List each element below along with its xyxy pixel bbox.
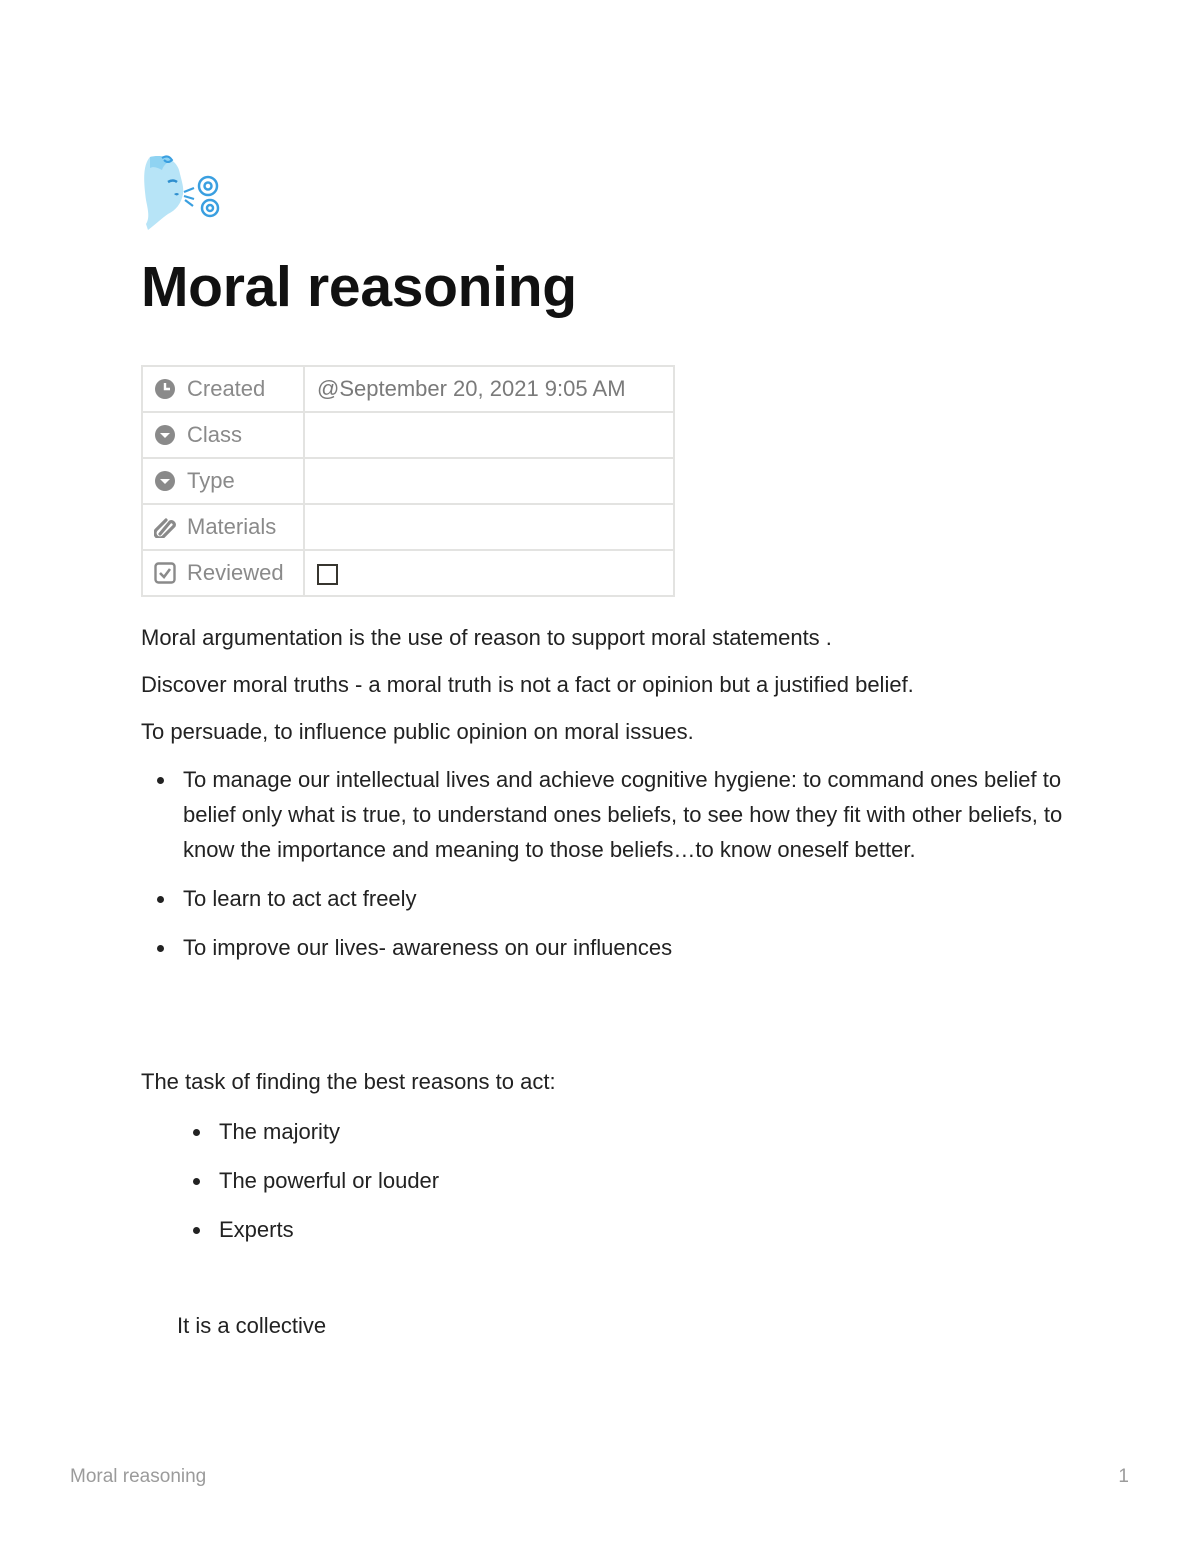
property-value-materials[interactable]	[304, 504, 674, 550]
list-item: The powerful or louder	[219, 1163, 819, 1198]
list-item: To learn to act act freely	[183, 881, 1063, 916]
property-row-type	[142, 458, 674, 504]
reviewed-checkbox[interactable]	[317, 564, 338, 585]
list-item: The majority	[219, 1114, 819, 1149]
clock-icon	[154, 378, 176, 400]
list-item: To manage our intellectual lives and achieve cognitive hygiene: to command ones belief to belief only what is true, to understand ones beliefs, to see how they fit with other beliefs, to know the importance and meaning to those beliefs…to know oneself better.	[183, 762, 1063, 867]
paragraph: To persuade, to influence public opinion on moral issues.	[141, 719, 694, 744]
property-label-type: Type	[187, 468, 235, 493]
paragraph: The task of finding the best reasons to act:	[141, 1069, 556, 1094]
property-value-created[interactable]: @September 20, 2021 9:05 AM	[304, 366, 674, 412]
paragraph: It is a collective	[177, 1313, 327, 1338]
property-label-reviewed: Reviewed	[187, 560, 284, 585]
page-title: Moral reasoning	[141, 255, 577, 319]
face-with-wind-emoji-icon	[140, 152, 230, 234]
property-label-materials: Materials	[187, 514, 277, 539]
bullet-list	[219, 1114, 819, 1261]
property-row-class	[142, 412, 674, 458]
paragraph: Moral argumentation is the use of reason to support moral statements .	[141, 625, 832, 650]
properties-table	[141, 365, 675, 597]
property-label-class: Class	[187, 422, 243, 447]
property-value-class[interactable]	[304, 412, 674, 458]
checkbox-icon	[154, 562, 176, 584]
select-icon	[154, 470, 176, 492]
property-label-created: Created	[187, 376, 266, 401]
bullet-list	[183, 762, 1063, 979]
page-number: 1	[1118, 1466, 1129, 1487]
property-row-reviewed	[142, 550, 674, 596]
paperclip-icon	[154, 516, 176, 538]
list-item: To improve our lives- awareness on our influences	[183, 930, 1063, 965]
footer-title: Moral reasoning	[70, 1466, 207, 1487]
paragraph: Discover moral truths - a moral truth is not a fact or opinion but a justified belief.	[141, 672, 914, 697]
list-item: Experts	[219, 1212, 819, 1247]
property-value-type[interactable]	[304, 458, 674, 504]
property-row-materials	[142, 504, 674, 550]
property-row-created	[142, 366, 674, 412]
select-icon	[154, 424, 176, 446]
